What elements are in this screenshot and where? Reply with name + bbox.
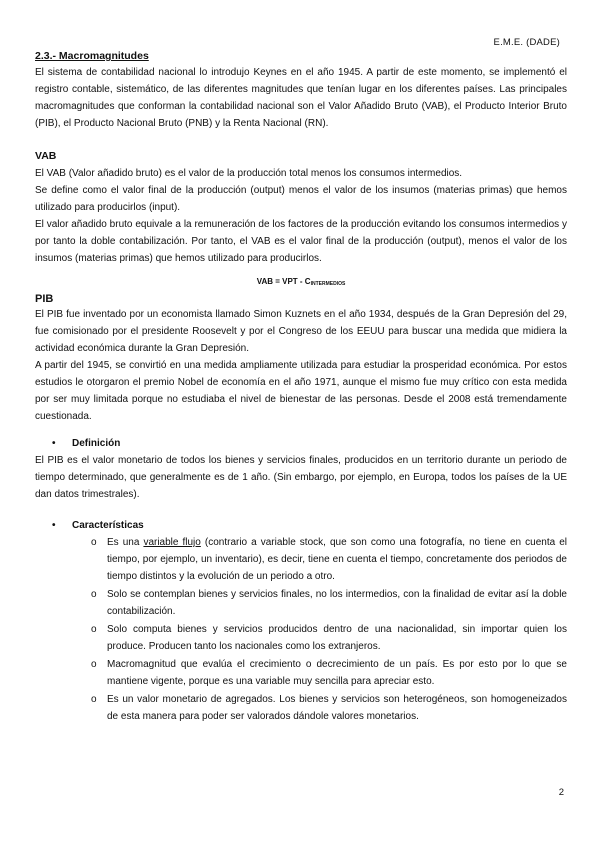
vab-formula	[35, 274, 567, 292]
definition-paragraph: El PIB es el valor monetario de todos los bienes y servicios finales, producidos en un territorio durante un periodo de tiempo determinado, que generalmente es de 1 año. (Sin embargo, por ejemplo, en Europa, todos los países de la UE dan datos trimestrales).	[35, 455, 567, 500]
page-number: 2	[558, 787, 564, 798]
list-item: o Es una variable flujo (contrario a variable stock, que son como una fotografía, no tiene en cuenta el tiempo, por ejemplo, un inventario), es decir, tiene en cuenta el tiempo, concretamente dos periodos de tiempo distintos y la evolución de un periodo a otro.	[35, 534, 567, 585]
variable-flujo-term: variable flujo	[143, 537, 201, 548]
vab-paragraph-1: El VAB (Valor añadido bruto) es el valor de la producción total menos los consumos intermedios.	[35, 168, 463, 179]
characteristics-label: Características	[72, 520, 144, 531]
document-body	[35, 48, 567, 726]
list-item: o Macromagnitud que evalúa el crecimiento o decrecimiento de un país. Es por esto por lo que se mantiene vigente, porque es una variable muy sencilla para apreciar esto.	[35, 656, 567, 690]
vab-formula-main: VAB = VPT - C	[256, 277, 311, 286]
pib-paragraph-2: A partir del 1945, se convirtió en una medida ampliamente utilizada para estudiar la prosperidad económica. Por estos estudios le otorgaron el premio Nobel de economía en el año 1971, aunque el mismo fue muy crítico con esta medida por ser muy limitada porque no estudiaba el nivel de bienestar de las personas. Desde el 2008 está tremendamente cuestionada.	[35, 360, 567, 422]
bullet-icon: •	[52, 520, 56, 531]
section-title: 2.3.- Macromagnitudes	[35, 50, 149, 62]
circle-bullet-icon: o	[91, 589, 97, 600]
list-item: o Solo se contemplan bienes y servicios finales, no los intermedios, con la finalidad de evitar así la doble contabilización.	[35, 586, 567, 620]
definition-label: Definición	[72, 438, 121, 449]
pib-heading: PIB	[35, 293, 54, 305]
circle-bullet-icon: o	[91, 694, 97, 705]
bullet-icon: •	[52, 438, 56, 449]
list-item: o Es un valor monetario de agregados. Los bienes y servicios son heterogéneos, son homogeneizados de esta manera para poder ser valorados dándole valores monetarios.	[35, 691, 567, 725]
vab-heading: VAB	[35, 150, 57, 162]
pib-paragraph-1: El PIB fue inventado por un economista llamado Simon Kuznets en el año 1934, después de la Gran Depresión del 29, fue comisionado por el presidente Roosevelt y por el Congreso de los EEUU para buscar una medida que midiera la actividad económica durante la Gran Depresión.	[35, 309, 567, 354]
vab-formula-subscript: INTERMEDIOS	[310, 281, 346, 287]
vab-paragraph-3: El valor añadido bruto equivale a la remuneración de los factores de la producción evitando los consumos intermedios y por tanto la doble contabilización. Por tanto, el VAB es el valor final de la producción (output), menos el valor de los insumos (materias primas) que hemos utilizado para producirlos.	[35, 219, 567, 264]
characteristics-bullet	[35, 517, 567, 534]
list-item: o Solo computa bienes y servicios producidos dentro de una nacionalidad, sin importar quien los produce. Producen tanto los nacionales como los extranjeros.	[35, 621, 567, 655]
vab-paragraph-2: Se define como el valor final de la producción (output) menos el valor de los insumos (materias primas) que hemos utilizado para producirlos (input).	[35, 185, 567, 213]
circle-bullet-icon: o	[91, 659, 97, 670]
spacer	[35, 425, 567, 435]
characteristics-list	[35, 534, 567, 725]
definition-bullet	[35, 435, 567, 452]
intro-paragraph: El sistema de contabilidad nacional lo introdujo Keynes en el año 1945. A partir de este momento, se implementó el registro contable, sistemático, de las diferentes magnitudes que tenían lugar en los diferentes países. Las principales macromagnitudes que conforman la contabilidad nacional son el Valor Añadido Bruto (VAB), el Producto Interior Bruto (PIB), el Producto Nacional Bruto (PNB) y la Renta Nacional (RN).	[35, 67, 567, 129]
circle-bullet-icon: o	[91, 537, 97, 548]
circle-bullet-icon: o	[91, 624, 97, 635]
spacer	[35, 503, 567, 517]
page-header: E.M.E. (DADE)	[493, 37, 560, 48]
